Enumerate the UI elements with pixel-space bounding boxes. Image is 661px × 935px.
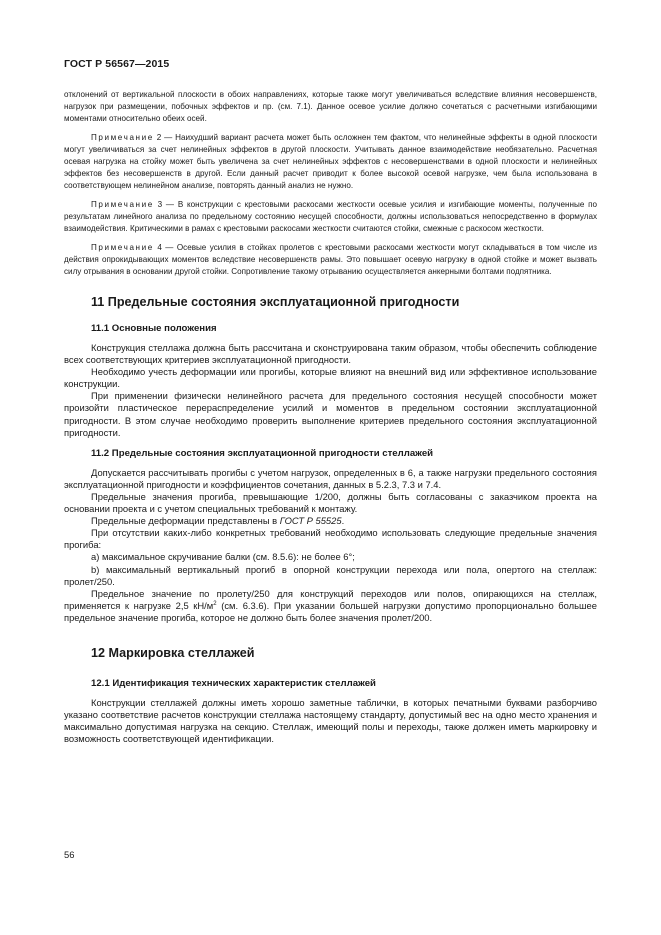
paragraph: Предельные значения прогиба, превышающие 1/200, должны быть согласованы с заказчиком проекта на основании проекта и с учетом специальных требований к монтажу. [64,490,597,515]
note-label: Примечание [91,200,154,209]
superscript: 2 [213,600,217,607]
paragraph: Конструкция стеллажа должна быть рассчитана и сконструирована таким образом, чтобы обеспечить соблюдение всех соответствующих критериев эксплуатационной пригодности. [64,342,597,366]
note-label: Примечание [91,243,154,252]
final-paragraph [64,588,597,624]
final-after: (см. 6.3.6). При указании большей нагрузки допустимо пропорционально большее предельное значение прогиба, которое не должно быть более значения пролет/200. [64,599,597,623]
section-12-1-title: 12.1 Идентификация технических характеристик стеллажей [91,677,376,689]
paragraph: Допускается рассчитывать прогибы с учетом нагрузок, определенных в 6, а также нагрузки предельного состояния эксплуатационной пригодности и коэффициентов сочетания, данных в 5.2.3, 7.3 и 7.4. [64,466,597,490]
note-4 [64,242,597,278]
note-text: 2 — Наихудший вариант расчета может быть осложнен тем фактом, что нелинейные эффекты в одной плоскости могут увеличиваться за счет нелинейных эффектов в другой плоскости. Учитывать данное взаимодействие необязательно. Расчетная осевая нагрузка на стойку может быть увеличена за счет нелинейных эффектов с несовершенствами в одной плоскости и нелинейных эффектов без несовершенств в другой. Если данный расчет приводит к более высокой осевой нагрузке, чем была использована в соответствующем нелинейном анализе, повторять данный анализ не нужно. [64,133,597,190]
paragraph: Конструкции стеллажей должны иметь хорошо заметные таблички, в которых печатными буквами разборчиво указано соответствие расчетов конструкции стеллажа настоящему стандарту, допустимый вес на одно место хранения и максимально допустимая нагрузка на секцию. Стеллаж, имеющий полы и переходы, также должен иметь маркировку и возможность соответствующей идентификации. [64,696,597,745]
note-3 [64,199,597,235]
final-before: Предельное значение по пролету/250 для конструкций переходов или полов, опирающихся на стеллаж, применяется к нагрузке 2,5 кН/м [64,587,597,611]
document-page [64,58,597,745]
note-2 [64,132,597,192]
document-header: ГОСТ Р 56567—2015 [64,58,170,70]
section-11-1-title: 11.1 Основные положения [91,323,217,334]
section-11-2-title: 11.2 Предельные состояния эксплуатационной пригодности стеллажей [91,447,434,459]
intro-paragraph: отклонений от вертикальной плоскости в обоих направлениях, которые также могут увеличиваться вследствие влияния несовершенств, нагрузок при размещении, побочных эффектов и пр. (см. 7.1). Данное осевое усилие должно сочетаться с расчетными изгибающими моментами относительно обеих осей. [64,90,597,123]
note-label: Примечание [91,133,154,142]
standard-reference: ГОСТ Р 55525 [279,515,342,527]
paragraph: При отсутствии каких-либо конкретных требований необходимо использовать следующие предельные значения прогиба: [64,527,597,551]
section-12-title: 12 Маркировка стеллажей [91,645,255,660]
paragraph: Необходимо учесть деформации или прогибы, которые влияют на внешний вид или эффективное использование конструкции. [64,366,597,390]
note-text: 3 — В конструкции с крестовыми раскосами жесткости осевые усилия и изгибающие моменты, полученные по результатам линейного анализа по предельному состоянию несущей способности, должны использоваться непосредственно в формулах взаимодействия. Критическими в рамах с крестовыми раскосами жесткости считаются стойки, смежные с раскосом жесткости. [64,200,597,233]
paragraph: При применении физически нелинейного расчета для предельного состояния несущей способности может произойти пластическое перераспределение усилий и моментов в предельном состоянии эксплуатационной пригодности. В этом случае необходимо проверить выполнение критериев предельного состояния эксплуатационной пригодности. [64,390,597,438]
deformation-paragraph [64,515,597,527]
note-text: 4 — Осевые усилия в стойках пролетов с крестовыми раскосами жесткости могут складываться в том числе из действия опрокидывающих моментов вследствие несовершенств рамы. Это повышает осевую нагрузку в одной стойке и может вызвать силу отрывания в основании другой стойки. Сопротивление такому отрыванию осуществляется анкерными болтами подпятника. [64,243,597,276]
section-11-title: 11 Предельные состояния эксплуатационной пригодности [91,295,460,309]
deform-suffix: . [341,515,345,527]
deform-prefix: Предельные деформации представлены в [91,515,280,527]
page-number: 56 [64,849,75,860]
list-item: a) максимальное скручивание балки (см. 8.5.6): не более 6°; [91,551,355,563]
list-item: b) максимальный вертикальный прогиб в опорной конструкции перехода или пола, опертого на стеллаж: пролет/250. [64,563,597,587]
